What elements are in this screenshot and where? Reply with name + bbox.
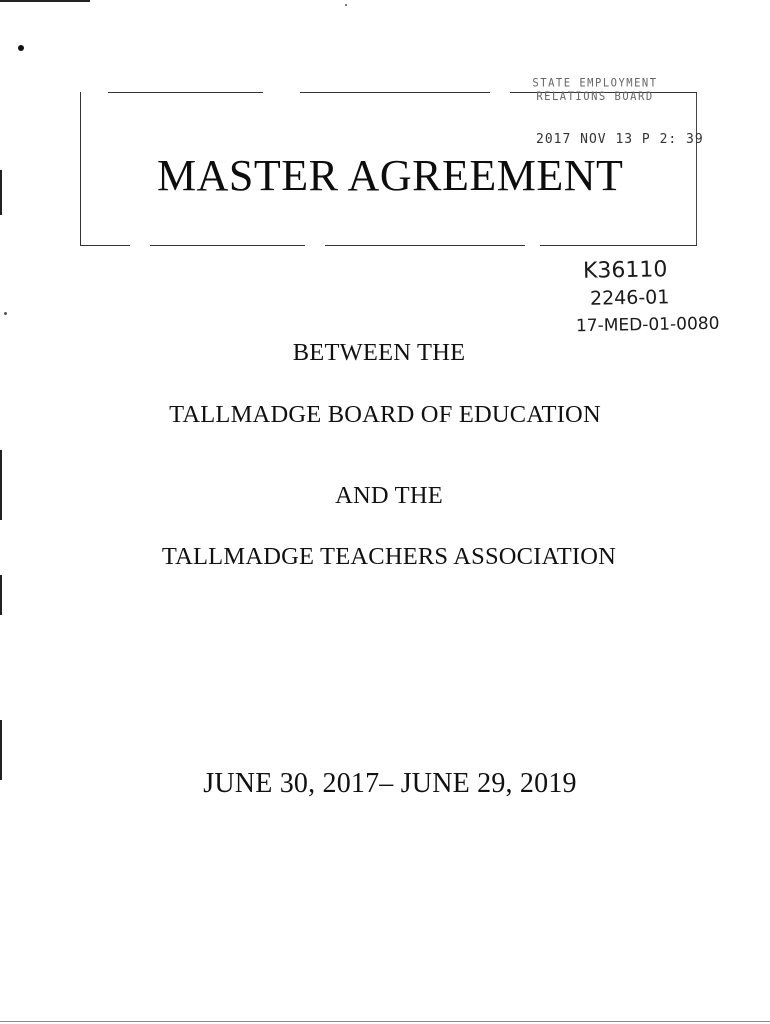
scan-edge-top	[0, 0, 90, 2]
document-title: MASTER AGREEMENT	[157, 151, 624, 200]
stamp-received-date: 2017 NOV 13 P 2: 39	[536, 132, 704, 147]
scan-edge-left-3	[0, 575, 2, 615]
between-heading: BETWEEN THE	[292, 339, 466, 366]
scan-speck	[345, 4, 347, 6]
scan-speck	[18, 45, 24, 51]
handwritten-employer-number: 2246-01	[589, 286, 670, 310]
scan-edge-left-2	[0, 450, 2, 520]
title-box-top-border	[108, 92, 263, 93]
and-heading: AND THE	[335, 482, 443, 509]
stamp-agency-line1: STATE EMPLOYMENT	[532, 76, 658, 90]
scan-speck	[4, 312, 7, 315]
party-two-name: TALLMADGE TEACHERS ASSOCIATION	[161, 543, 617, 570]
scan-edge-left-1	[0, 170, 2, 215]
agreement-term: JUNE 30, 2017– JUNE 29, 2019	[203, 768, 577, 799]
stamp-agency-line2: RELATIONS BOARD	[536, 90, 654, 104]
title-box-bottom-border	[325, 245, 525, 246]
title-box-bottom-border	[150, 245, 305, 246]
handwritten-docket-number: 17-MED-01-0080	[575, 313, 720, 337]
scan-edge-bottom	[0, 1021, 770, 1022]
party-one-name: TALLMADGE BOARD OF EDUCATION	[169, 401, 601, 428]
received-stamp	[510, 77, 680, 103]
title-box-bottom-border	[80, 245, 130, 246]
title-box-bottom-border	[540, 245, 697, 246]
scan-edge-left-4	[0, 720, 2, 780]
title-box-top-border	[300, 92, 490, 93]
handwritten-case-number: K36110	[582, 257, 668, 284]
